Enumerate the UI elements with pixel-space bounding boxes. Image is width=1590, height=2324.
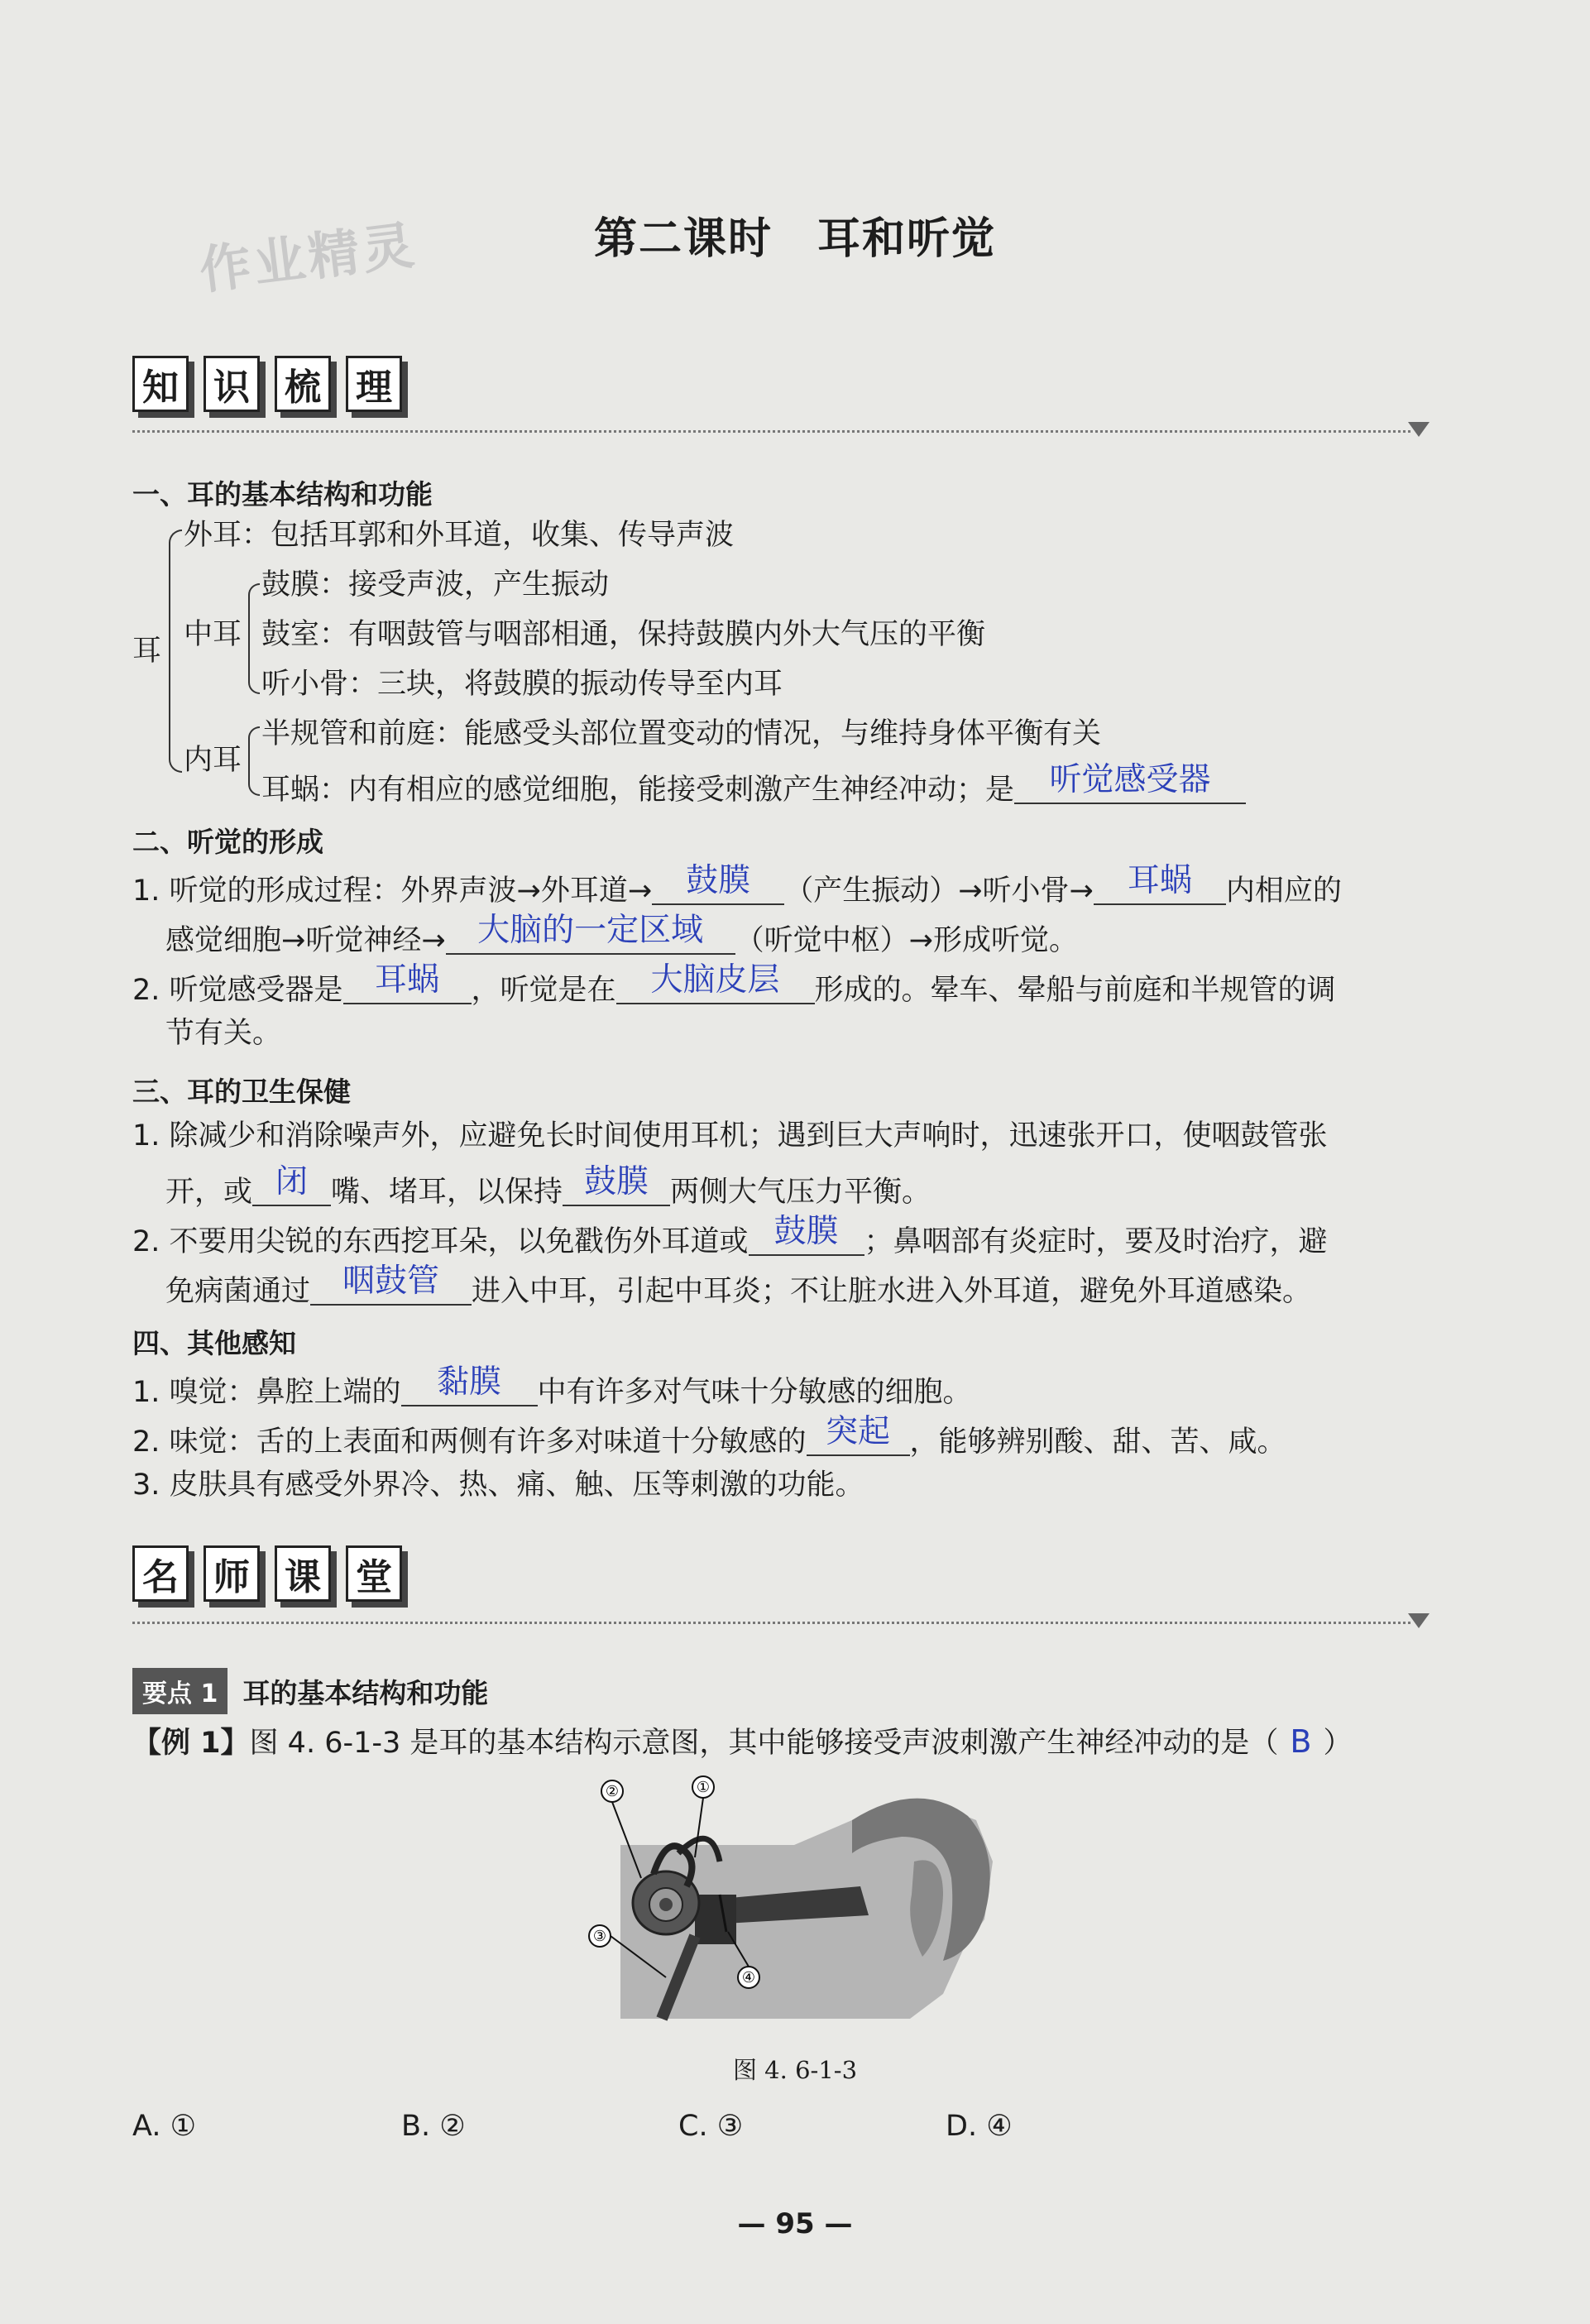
handwritten-answer: 咽鼓管: [342, 1263, 440, 1300]
handwritten-answer: 黏膜: [437, 1363, 502, 1401]
text: 进入中耳，引起中耳炎；不让脏水进入外耳道，避免外耳道感染。: [472, 1275, 1312, 1308]
text: 1. 嗅觉：鼻腔上端的: [132, 1376, 401, 1409]
text: 两侧大气压力平衡。: [670, 1176, 931, 1209]
text: 形成的。晕车、晕船与前庭和半规管的调: [814, 974, 1336, 1007]
triangle-marker-icon: [1408, 422, 1430, 437]
banner-knowledge-review: [132, 356, 402, 412]
divider: [132, 1622, 1410, 1624]
option-d[interactable]: D. ④: [946, 2110, 1013, 2143]
figure-caption: 图 4. 6-1-3: [732, 2056, 858, 2084]
text: 2. 听觉感受器是: [132, 974, 343, 1007]
text: ；鼻咽部有炎症时，要及时治疗，避: [864, 1225, 1328, 1258]
text: （产生振动）→听小骨→: [784, 874, 1094, 908]
option-c[interactable]: C. ③: [678, 2110, 744, 2143]
middle-ear-item: 鼓室：有咽鼓管与咽部相通，保持鼓膜内外大气压的平衡: [261, 618, 986, 651]
banner-teacher-class: [132, 1545, 402, 1602]
text-line: [132, 1363, 972, 1409]
option-a[interactable]: A. ①: [132, 2110, 196, 2143]
question-text: 图 4. 6-1-3 是耳的基本结构示意图，其中能够接受声波刺激产生神经冲动的是（: [249, 1727, 1279, 1760]
banner-char: 梳: [275, 356, 331, 412]
triangle-marker-icon: [1408, 1613, 1430, 1628]
brace: [169, 529, 182, 773]
text-line: [132, 862, 1342, 908]
answer-blank: [1014, 761, 1246, 804]
text: 免病菌通过: [165, 1275, 311, 1308]
text: 感觉细胞→听觉神经→: [165, 924, 446, 957]
answer-blank: [252, 1163, 331, 1206]
text: 1. 听觉的形成过程：外界声波→外耳道→: [132, 874, 653, 908]
handwritten-answer: 突起: [826, 1413, 891, 1450]
section-heading: 二、听觉的形成: [132, 826, 323, 858]
answer-blank: [749, 1213, 864, 1256]
text-line: [132, 961, 1336, 1007]
handwritten-answer: 耳蜗: [1127, 862, 1192, 899]
handwritten-answer: 听觉感受器: [1049, 761, 1211, 798]
text-line: [165, 1163, 931, 1209]
text: 嘴、堵耳，以保持: [331, 1176, 563, 1209]
figure-label-4: ④: [741, 1969, 756, 1986]
middle-ear-item: 听小骨：三块，将鼓膜的振动传导至内耳: [261, 668, 783, 701]
example-label: 【例 1】: [132, 1727, 250, 1760]
figure-label-2: ②: [605, 1783, 620, 1800]
inner-ear-item: 半规管和前庭：能感受头部位置变动的情况，与维持身体平衡有关: [261, 717, 1102, 750]
handwritten-answer: B: [1290, 1723, 1312, 1760]
brace: [248, 726, 260, 796]
text-line: [132, 1213, 1328, 1258]
brace: [248, 583, 260, 694]
keypoint-title: 耳的基本结构和功能: [242, 1676, 489, 1709]
divider: [132, 430, 1410, 433]
section-heading: 一、耳的基本结构和功能: [132, 478, 433, 510]
inner-ear-label: 内耳: [184, 744, 242, 777]
handwritten-answer: 鼓膜: [584, 1163, 649, 1200]
answer-blank: [401, 1363, 538, 1406]
handwritten-answer: 大脑皮层: [650, 961, 780, 999]
figure-label-3: ③: [592, 1928, 607, 1945]
handwritten-answer: 鼓膜: [773, 1213, 839, 1250]
banner-char: 堂: [346, 1545, 402, 1602]
middle-ear-item: 鼓膜：接受声波，产生振动: [261, 568, 610, 601]
option-b[interactable]: B. ②: [401, 2110, 466, 2143]
banner-char: 理: [346, 356, 402, 412]
answer-blank: [652, 862, 784, 905]
answer-blank: [616, 961, 815, 1004]
text-line: [132, 1413, 1286, 1459]
handwritten-answer: 鼓膜: [686, 862, 751, 899]
text: ，能够辨别酸、甜、苦、咸。: [909, 1426, 1286, 1459]
text-line: 节有关。: [165, 1017, 282, 1050]
text: 耳蜗：内有相应的感觉细胞，能接受刺激产生神经冲动；是: [261, 774, 1015, 807]
ear-label: 耳: [132, 635, 162, 668]
banner-char: 师: [204, 1545, 260, 1602]
page-title: 第二课时 耳和听觉: [593, 214, 996, 264]
page-number: — 95 —: [737, 2207, 853, 2240]
banner-char: 课: [275, 1545, 331, 1602]
banner-char: 识: [204, 356, 260, 412]
answer-blank: [807, 1413, 910, 1456]
text: 开，或: [165, 1176, 253, 1209]
handwritten-answer: 闭: [275, 1163, 309, 1200]
keypoint-header: [132, 1668, 488, 1714]
banner-char: 名: [132, 1545, 189, 1602]
text: 中有许多对气味十分敏感的细胞。: [537, 1376, 972, 1409]
answer-blank: [310, 1263, 472, 1306]
text-line: 1. 除减少和消除噪声外，应避免长时间使用耳机；遇到巨大声响时，迅速张开口，使咽鼓管张: [132, 1119, 1328, 1152]
keypoint-tag: 要点 1: [132, 1668, 227, 1714]
section-heading: 三、耳的卫生保健: [132, 1076, 351, 1108]
figure-label-1: ①: [696, 1779, 711, 1796]
watermark: 作业精灵: [196, 214, 421, 301]
answer-blank: [563, 1163, 670, 1206]
text-line: [165, 1263, 1312, 1308]
example-question: [132, 1723, 1353, 1760]
answer-blank: [1094, 862, 1226, 905]
handwritten-answer: 耳蜗: [375, 961, 440, 999]
text: ，听觉是在: [471, 974, 616, 1007]
text: ）: [1323, 1727, 1353, 1760]
answer-blank: [343, 961, 472, 1004]
text: 内相应的: [1225, 874, 1342, 908]
banner-char: 知: [132, 356, 189, 412]
middle-ear-label: 中耳: [184, 618, 242, 651]
ear-structure-figure: [587, 1771, 1009, 2035]
inner-ear-item: [261, 761, 1246, 807]
text-line: 3. 皮肤具有感受外界冷、热、痛、触、压等刺激的功能。: [132, 1469, 864, 1502]
text: 2. 不要用尖锐的东西挖耳朵，以免戳伤外耳道或: [132, 1225, 749, 1258]
answer-blank: [446, 912, 735, 955]
text-line: [165, 912, 1078, 957]
section-heading: 四、其他感知: [132, 1327, 296, 1359]
text: （听觉中枢）→形成听觉。: [735, 924, 1078, 957]
handwritten-answer: 大脑的一定区域: [477, 912, 704, 949]
outer-ear-text: 外耳：包括耳郭和外耳道，收集、传导声波: [184, 519, 735, 552]
text: 2. 味觉：舌的上表面和两侧有许多对味道十分敏感的: [132, 1426, 807, 1459]
